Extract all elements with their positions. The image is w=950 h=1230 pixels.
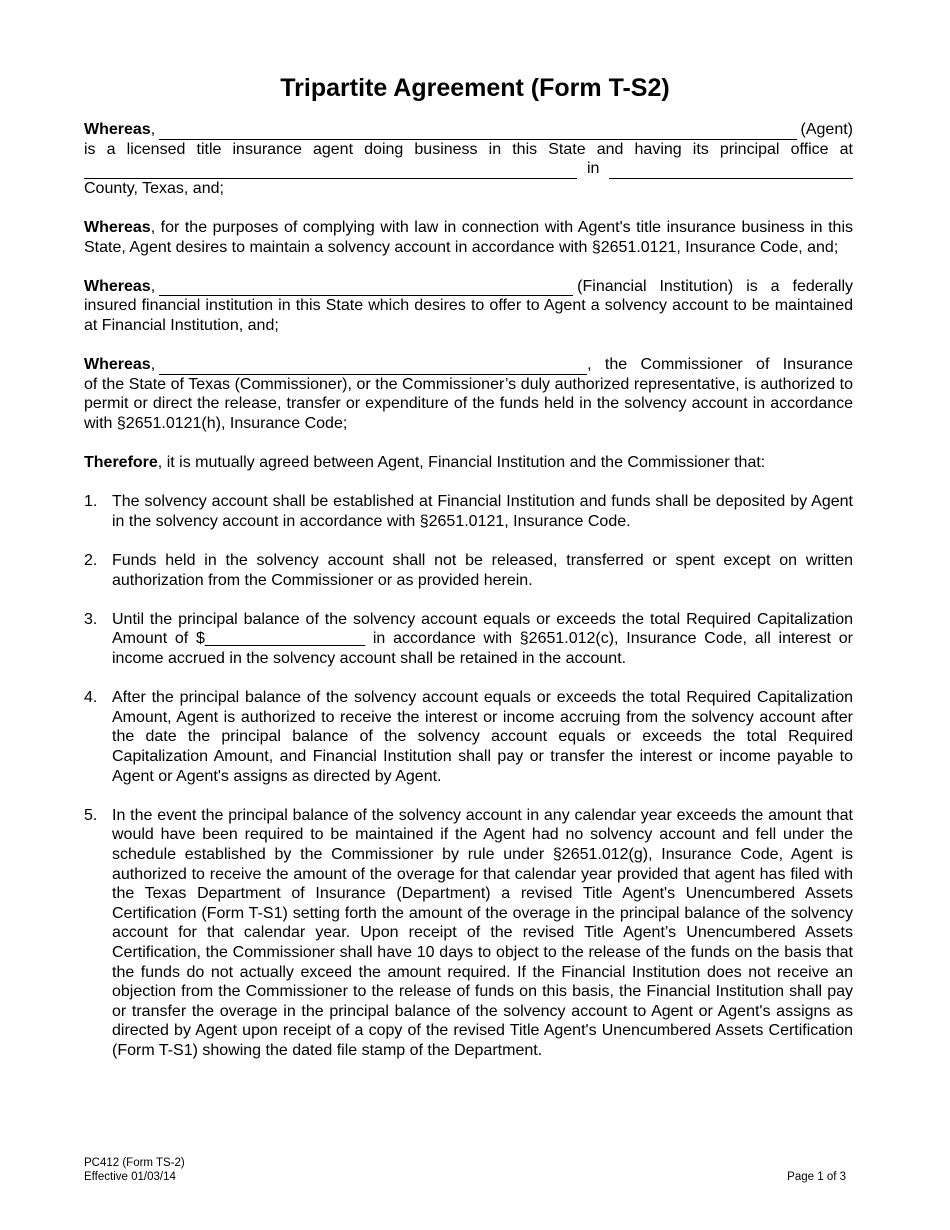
list-text: After the principal balance of the solvency account equals or exceeds the total Required Capitalization Amount, Agent is authorized to receive the interest or income accruing from the solvency account after the date the principal balance of the solvency account equals or exceeds the total Required Capitalization Amount, and Financial Institution shall pay or transfer the interest or income payable to Agent or Agent's assigns as directed by Agent. (112, 689, 853, 785)
form-code: PC412 (Form TS-2) (84, 1157, 185, 1169)
principal-office-blank[interactable] (84, 163, 577, 179)
whereas-institution-paragraph: Whereas , (Financial Institution) is a federally insured financial institution in this State which desires to offer to Agent a solvency account to be maintained at Financial Institution, and; (84, 277, 853, 334)
list-item (84, 806, 853, 1061)
list-number: 2. (84, 552, 98, 570)
whereas-purpose-paragraph: Whereas, for the purposes of complying with law in connection with Agent's title insurance business in this State, Agent desires to maintain a solvency account in accordance with §2651.0121, Insurance Code, and; (84, 218, 853, 256)
effective-date: Effective 01/03/14 (84, 1171, 176, 1183)
whereas-agent-line: Whereas , (Agent) (84, 121, 853, 138)
whereas-label: Whereas (84, 121, 151, 138)
commissioner-name-blank[interactable] (159, 359, 587, 375)
agent-description-line: is a licensed title insurance agent doing business in this State and having its principal office at (84, 140, 853, 158)
list-number: 5. (84, 806, 98, 824)
therefore-label: Therefore (84, 454, 158, 472)
page-number: Page 1 of 3 (787, 1171, 846, 1183)
list-number: 3. (84, 610, 98, 628)
agent-name-blank[interactable] (159, 124, 796, 140)
list-item (84, 492, 853, 531)
whereas-label: Whereas (84, 277, 151, 295)
list-number: 4. (84, 689, 98, 707)
whereas-label: Whereas (84, 218, 151, 236)
whereas-label: Whereas (84, 356, 151, 374)
whereas-agent-paragraph (84, 120, 853, 198)
page-title: Tripartite Agreement (Form T-S2) (280, 74, 670, 102)
whereas-commissioner-paragraph: Whereas , , the Commissioner of Insurance of the State of Texas (Commissioner), or the Commissioner’s duly authorized representative, is authorized to permit or direct the release, transfer or expenditure of the funds held in the solvency account in accordance with §2651.0121(h), Insurance Code; (84, 356, 853, 432)
agent-suffix: (Agent) (800, 121, 853, 138)
county-text: County, Texas, and; (84, 179, 224, 197)
list-item (84, 610, 853, 669)
list-text: Funds held in the solvency account shall not be released, transferred or spent except on written authorization from the Commissioner or as provided herein. (112, 552, 853, 589)
list-item (84, 551, 853, 590)
financial-institution-blank[interactable] (159, 280, 573, 296)
list-text: Until the principal balance of the solvency account equals or exceeds the total Required Capitalization Amount of $__________________ in accordance with §2651.012(c), Insurance Code, all interest or income accrued in the solvency account shall be retained in the account. (112, 610, 853, 668)
therefore-paragraph: Therefore, it is mutually agreed between Agent, Financial Institution and the Commissioner that: (84, 454, 766, 472)
footer-form-info (84, 1156, 185, 1184)
agreement-body (84, 120, 853, 1080)
list-number: 1. (84, 493, 98, 511)
county-blank[interactable] (609, 163, 853, 179)
list-text: The solvency account shall be established at Financial Institution and funds shall be deposited by Agent in the solvency account in accordance with §2651.0121, Insurance Code. (112, 493, 853, 530)
list-text: In the event the principal balance of the solvency account in any calendar year exceeds the amount that would have been required to be maintained if the Agent had no solvency account and fell under the schedule established by the Commissioner by rule under §2651.012(g), Insurance Code, Agent is authorized to receive the amount of the overage for that calendar year provided that agent has filed with the Texas Department of Insurance (Department) a revised Title Agent's Unencumbered Assets Certification (Form T-S1) setting forth the amount of the overage in the principal balance of the solvency account for that calendar year. Upon receipt of the revised Title Agent’s Unencumbered Assets Certification, the Commissioner shall have 10 days to object to the release of the funds on the basis that the funds do not actually exceed the amount required. If the Financial Institution does not receive an objection from the Commissioner to the release of funds on this basis, the Financial Institution shall pay or transfer the overage in the principal balance of the solvency account to Agent or Agent's assigns as directed by Agent upon receipt of a copy of the revised Title Agent's Unencumbered Assets Certification (Form T-S1) showing the dated file stamp of the Department. (112, 806, 853, 1059)
principal-office-line: in (84, 159, 853, 179)
list-item (84, 688, 853, 786)
